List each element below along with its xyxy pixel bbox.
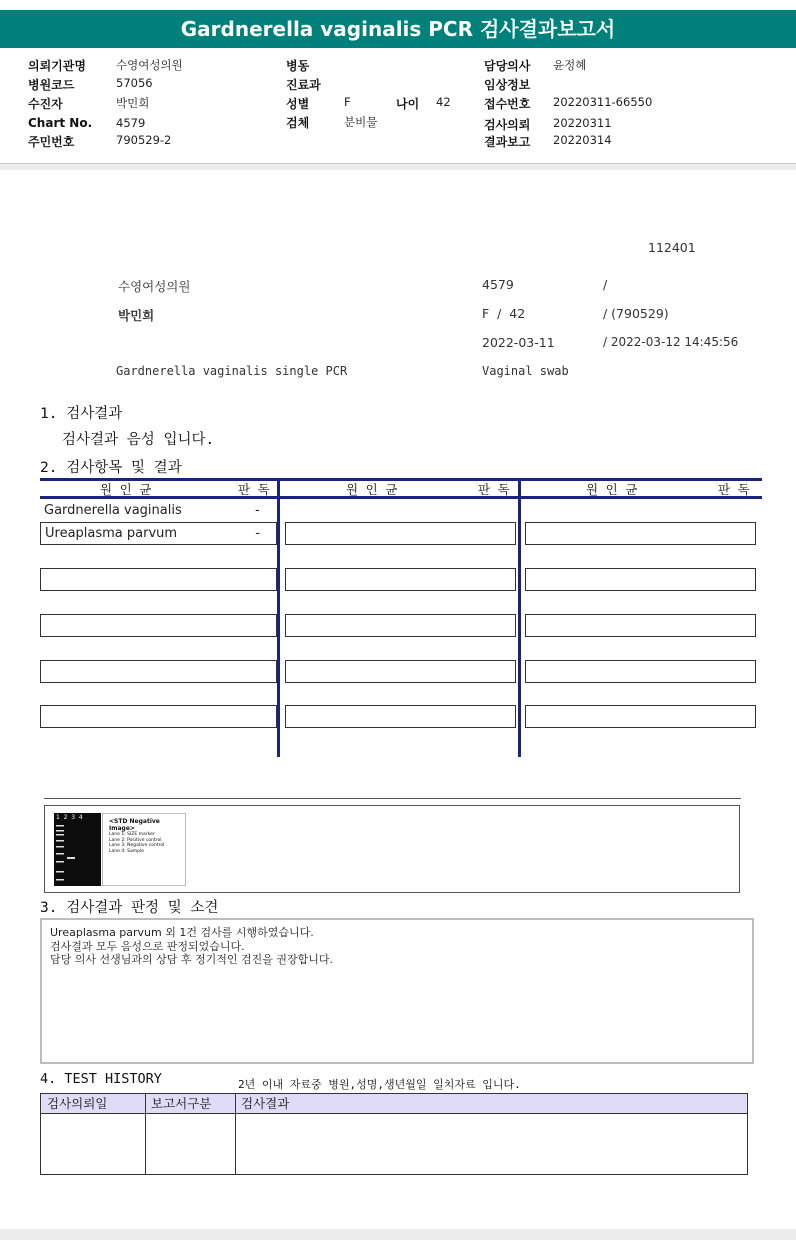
info-slash: / bbox=[603, 277, 608, 292]
result-row-1-name: Gardnerella vaginalis bbox=[44, 503, 182, 518]
header-value-doctor: 윤정혜 bbox=[553, 58, 587, 72]
gel-legend-line: Lane 3: Negative control bbox=[109, 843, 165, 848]
col-header-pathogen-2: 원 인 균 bbox=[346, 482, 398, 497]
results-table-divider-2 bbox=[518, 478, 521, 757]
gel-legend-title: <STD Negative Image> bbox=[109, 818, 160, 832]
gel-legend-line: Lane 1: SIZE marker bbox=[109, 832, 155, 837]
header-value-receipt-no: 20220311-66550 bbox=[553, 95, 653, 109]
gel-legend-line: Lane 2: Positive control bbox=[109, 837, 162, 843]
result-row-2-cell bbox=[40, 522, 277, 545]
result-cell bbox=[285, 568, 516, 591]
header-label-receipt-no: 접수번호 bbox=[484, 97, 531, 111]
info-received-date: 2022-03-11 bbox=[482, 335, 555, 350]
section3-title: 3. 검사결과 판정 및 소견 bbox=[40, 900, 219, 916]
header-label-patient: 수진자 bbox=[28, 97, 63, 111]
section1-result-text: 검사결과 음성 입니다. bbox=[62, 432, 215, 448]
info-reported-datetime: / 2022-03-12 14:45:56 bbox=[603, 335, 739, 349]
section2-title: 2. 검사항목 및 결과 bbox=[40, 460, 182, 476]
history-col-divider bbox=[145, 1094, 146, 1174]
header-label-hospital: 의뢰기관명 bbox=[28, 59, 86, 73]
history-note: 2년 이내 자료중 병원,성명,생년월일 일치자료 입니다. bbox=[238, 1078, 521, 1091]
header-value-resident-no: 790529-2 bbox=[116, 133, 172, 147]
info-specimen: Vaginal swab bbox=[482, 364, 569, 378]
gel-lane-numbers: 1 2 3 4 bbox=[56, 814, 83, 821]
col-header-result-2: 판 독 bbox=[478, 482, 510, 497]
col-header-pathogen-1: 원 인 균 bbox=[100, 482, 152, 497]
opinion-line: Ureaplasma parvum 외 1건 검사를 시행하였습니다. bbox=[50, 926, 314, 939]
result-row-2-value: - bbox=[255, 526, 260, 541]
result-cell bbox=[285, 614, 516, 637]
gel-electrophoresis-image bbox=[54, 813, 101, 886]
header-label-report-date: 결과보고 bbox=[484, 135, 531, 149]
footer-bar bbox=[0, 1229, 796, 1240]
gel-legend-line: Lane 4: Sample bbox=[109, 848, 144, 854]
header-value-specimen: 분비물 bbox=[344, 115, 378, 129]
result-cell bbox=[40, 660, 277, 683]
history-table bbox=[40, 1093, 748, 1175]
result-cell bbox=[40, 568, 277, 591]
info-birth: / (790529) bbox=[603, 306, 669, 321]
header-value-hospital-code: 57056 bbox=[116, 76, 153, 90]
result-row-2-name: Ureaplasma parvum bbox=[45, 526, 178, 541]
report-code: 112401 bbox=[648, 240, 696, 255]
col-header-pathogen-3: 원 인 균 bbox=[586, 482, 638, 497]
info-chart-no: 4579 bbox=[482, 277, 514, 292]
result-cell bbox=[525, 614, 756, 637]
col-header-result-1: 판 독 bbox=[238, 482, 270, 497]
info-test-name: Gardnerella vaginalis single PCR bbox=[116, 364, 348, 378]
header-value-chart-no: 4579 bbox=[116, 116, 146, 130]
result-cell bbox=[285, 705, 516, 728]
gel-legend bbox=[102, 813, 186, 886]
header-value-patient: 박민희 bbox=[116, 96, 150, 110]
report-title: Gardnerella vaginalis PCR 검사결과보고서 bbox=[0, 10, 796, 48]
result-cell bbox=[525, 705, 756, 728]
section1-title: 1. 검사결과 bbox=[40, 406, 123, 422]
opinion-box bbox=[40, 918, 754, 1064]
history-col-result: 검사결과 bbox=[241, 1096, 290, 1111]
history-col-report-type: 보고서구분 bbox=[151, 1096, 212, 1111]
info-patient-name: 박민희 bbox=[118, 308, 155, 323]
header-value-age: 42 bbox=[436, 95, 451, 109]
header-label-ward: 병동 bbox=[286, 59, 310, 73]
result-cell bbox=[40, 614, 277, 637]
result-cell bbox=[525, 660, 756, 683]
opinion-line: 담당 의사 선생님과의 상담 후 정기적인 검진을 권장합니다. bbox=[50, 953, 333, 966]
gel-top-rule bbox=[44, 798, 741, 799]
header-label-age: 나이 bbox=[396, 97, 420, 111]
gel-bands bbox=[54, 813, 101, 886]
history-col-divider bbox=[235, 1094, 236, 1174]
header-label-clinical-info: 임상정보 bbox=[484, 78, 531, 92]
result-row-1-value: - bbox=[255, 503, 260, 518]
result-cell bbox=[285, 522, 516, 545]
header-label-sex: 성별 bbox=[286, 97, 310, 111]
header-label-hospital-code: 병원코드 bbox=[28, 78, 75, 92]
section4-title: 4. TEST HISTORY bbox=[40, 1071, 162, 1087]
info-sex-age: F / 42 bbox=[482, 306, 526, 321]
col-header-result-3: 판 독 bbox=[718, 482, 750, 497]
result-cell bbox=[285, 660, 516, 683]
result-cell bbox=[40, 705, 277, 728]
info-hospital: 수영여성의원 bbox=[118, 279, 191, 294]
result-cell bbox=[525, 568, 756, 591]
header-label-chart-no: Chart No. bbox=[28, 116, 93, 130]
opinion-line: 검사결과 모두 음성으로 판정되었습니다. bbox=[50, 939, 245, 953]
result-cell bbox=[525, 522, 756, 545]
header-separator bbox=[0, 163, 796, 170]
results-table-divider-1 bbox=[277, 478, 280, 757]
history-col-request-date: 검사의뢰일 bbox=[47, 1096, 108, 1111]
header-label-request-date: 검사의뢰 bbox=[484, 118, 531, 132]
header-value-hospital: 수영여성의원 bbox=[116, 58, 183, 72]
header-label-doctor: 담당의사 bbox=[484, 59, 531, 73]
header-label-specimen: 검체 bbox=[286, 116, 310, 130]
header-value-sex: F bbox=[344, 95, 351, 109]
header-value-report-date: 20220314 bbox=[553, 133, 612, 147]
header-label-department: 진료과 bbox=[286, 78, 321, 92]
header-label-resident-no: 주민번호 bbox=[28, 135, 75, 149]
header-value-request-date: 20220311 bbox=[553, 116, 612, 130]
